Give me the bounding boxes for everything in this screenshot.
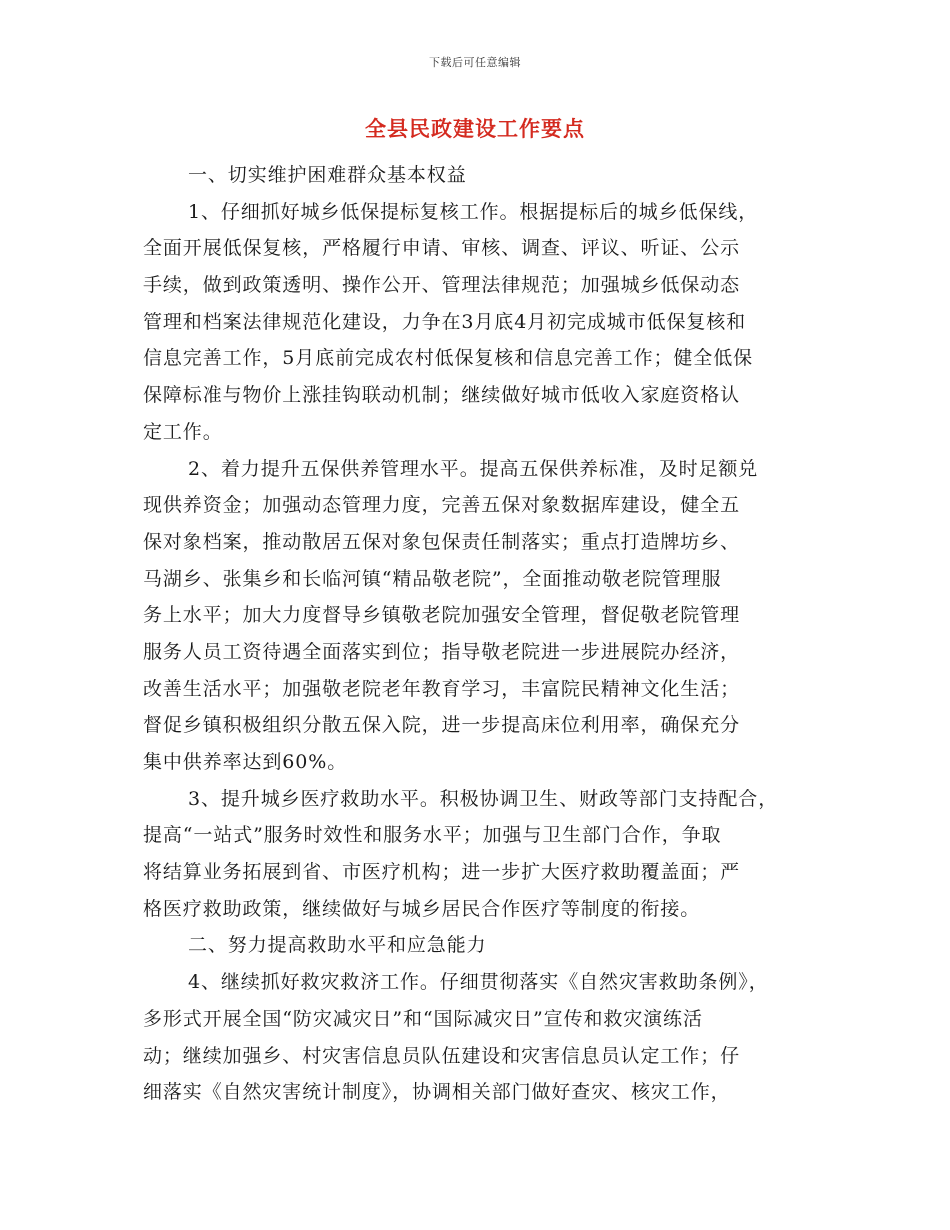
body-line: 4、继续抓好救灾救济工作。仔细贯彻落实《自然灾害救助条例》， — [188, 971, 769, 994]
body-line: 格医疗救助政策，继续做好与城乡居民合作医疗等制度的衔接。 — [143, 897, 701, 920]
body-line: 服务人员工资待遇全面落实到位；指导敬老院进一步进展院办经济， — [143, 640, 741, 663]
body-line: 动；继续加强乡、村灾害信息员队伍建设和灾害信息员认定工作；仔 — [143, 1044, 741, 1067]
body-line: 信息完善工作，5月底前完成农村低保复核和信息完善工作；健全低保 — [143, 347, 753, 370]
body-line: 细落实《自然灾害统计制度》，协调相关部门做好查灾、核灾工作， — [143, 1081, 731, 1104]
body-line: 多形式开展全国“防灾减灾日”和“国际减灾日”宣传和救灾演练活 — [143, 1007, 703, 1030]
body-line: 现供养资金；加强动态管理力度，完善五保对象数据库建设，健全五 — [143, 494, 741, 517]
body-line: 定工作。 — [143, 420, 223, 443]
body-line: 改善生活水平；加强敬老院老年教育学习，丰富院民精神文化生活； — [143, 677, 741, 700]
body-line: 2、着力提升五保供养管理水平。提高五保供养标准，及时足额兑 — [188, 457, 759, 480]
body-line: 保对象档案，推动散居五保对象包保责任制落实；重点打造牌坊乡、 — [143, 530, 741, 553]
header-note: 下载后可任意编辑 — [429, 56, 521, 69]
body-line: 马湖乡、张集乡和长临河镇“精品敬老院”，全面推动敬老院管理服 — [143, 567, 722, 590]
document-body — [143, 157, 818, 1111]
body-line: 集中供养率达到60%。 — [143, 751, 348, 773]
body-line: 3、提升城乡医疗救助水平。积极协调卫生、财政等部门支持配合， — [188, 787, 779, 810]
body-line: 督促乡镇积极组织分散五保入院，进一步提高床位利用率，确保充分 — [143, 714, 741, 737]
body-line: 将结算业务拓展到省、市医疗机构；进一步扩大医疗救助覆盖面；严 — [143, 861, 741, 884]
body-line: 一、切实维护困难群众基本权益 — [188, 164, 467, 186]
body-line: 手续，做到政策透明、操作公开、管理法律规范；加强城乡低保动态 — [143, 274, 741, 297]
body-line: 保障标准与物价上涨挂钩联动机制；继续做好城市低收入家庭资格认 — [143, 384, 741, 407]
body-line: 1、仔细抓好城乡低保提标复核工作。根据提标后的城乡低保线， — [188, 200, 759, 223]
document-title: 全县民政建设工作要点 — [365, 116, 585, 141]
body-line: 管理和档案法律规范化建设，力争在3月底4月初完成城市低保复核和 — [143, 310, 747, 333]
body-line: 二、努力提高救助水平和应急能力 — [188, 934, 487, 957]
body-line: 务上水平；加大力度督导乡镇敬老院加强安全管理，督促敬老院管理 — [143, 604, 741, 627]
body-line: 提高“一站式”服务时效性和服务水平；加强与卫生部门合作，争取 — [143, 824, 722, 847]
body-line: 全面开展低保复核，严格履行申请、审核、调查、评议、听证、公示 — [143, 237, 741, 260]
